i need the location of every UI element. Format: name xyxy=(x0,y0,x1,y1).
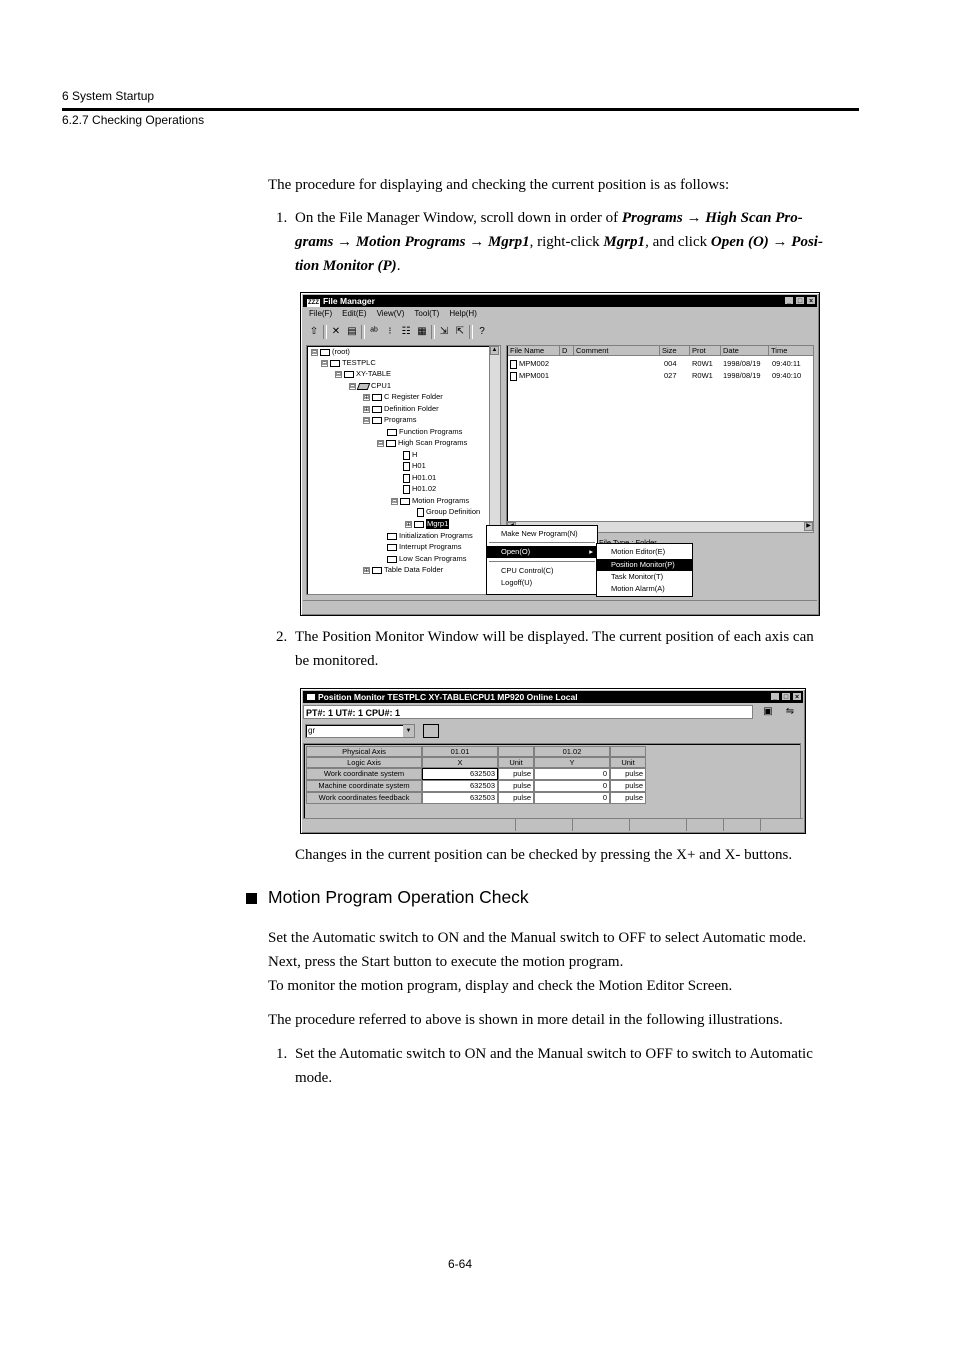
submenu-arrow-icon: ▸ xyxy=(589,547,593,556)
scroll-right-icon[interactable]: ▶ xyxy=(804,522,813,531)
status-pane xyxy=(687,819,724,831)
status-pane xyxy=(303,819,516,831)
small-icons-icon[interactable]: ⁝ xyxy=(388,326,392,337)
tree-label: Low Scan Programs xyxy=(399,554,467,563)
file-date: 1998/08/19 xyxy=(723,371,761,380)
tree-label: Table Data Folder xyxy=(384,565,444,574)
file-time: 09:40:10 xyxy=(772,371,802,380)
y-machine-unit: pulse xyxy=(610,780,646,792)
cpu-icon xyxy=(357,383,371,390)
expand-icon[interactable]: ⊞ xyxy=(364,567,370,574)
axis2-header-blank xyxy=(610,746,646,757)
toolbar-separator xyxy=(361,325,365,339)
row-header-physical-axis: Physical Axis xyxy=(306,746,422,757)
folder-icon xyxy=(387,429,397,436)
para1-line3: To monitor the motion program, display and check the Motion Editor Screen. xyxy=(268,978,733,994)
chevron-down-icon[interactable]: ▼ xyxy=(403,725,414,737)
file-icon xyxy=(510,360,517,369)
logic-x-header: X xyxy=(422,757,498,768)
folder-icon xyxy=(344,371,354,378)
row-header-machine-coordinate: Machine coordinate system xyxy=(306,780,422,792)
collapse-icon[interactable]: ⊟ xyxy=(378,440,384,447)
tree-item-testplc[interactable] xyxy=(321,358,376,368)
folder-icon xyxy=(320,349,330,356)
tree-item-programs[interactable] xyxy=(363,415,417,425)
folder-tree xyxy=(306,345,501,595)
axis1-header-blank xyxy=(498,746,534,757)
position-grid xyxy=(303,743,801,819)
para1-line2: Next, press the Start button to execute the motion program. xyxy=(268,954,624,970)
step1-text: On the File Manager Window, scroll down in order of Programs → High Scan Pro- grams → Motion Programs → Mgrp1, right-click Mgrp1, and click Open (O) → Posi- tion Monitor (P). xyxy=(295,210,823,274)
minimize-icon[interactable]: _ xyxy=(770,692,780,701)
folder-icon xyxy=(372,394,382,401)
tree-label: CPU1 xyxy=(371,381,392,390)
folder-icon xyxy=(387,544,397,551)
tree-item-group-definition[interactable] xyxy=(417,507,480,517)
menu-open[interactable] xyxy=(487,546,597,558)
menu-open-label: Open(O) xyxy=(501,547,531,556)
tree-label: H01.02 xyxy=(412,484,437,493)
app-icon: ZZZ xyxy=(308,300,319,306)
collapse-icon[interactable]: ⊟ xyxy=(350,383,356,390)
menu-motion-editor[interactable]: Motion Editor(E) xyxy=(611,547,666,556)
col-prot[interactable]: Prot xyxy=(690,346,721,356)
folder-icon xyxy=(372,417,382,424)
tree-item-c-register[interactable] xyxy=(363,392,443,402)
group-button[interactable] xyxy=(423,724,439,738)
tree-label: Definition Folder xyxy=(384,404,439,413)
x-work-value[interactable]: 632503 xyxy=(422,768,498,780)
details-icon[interactable]: ▦ xyxy=(417,326,427,337)
file-icon xyxy=(403,485,410,494)
x-feedback-unit: pulse xyxy=(498,792,534,804)
collapse-icon[interactable]: ⊟ xyxy=(336,371,342,378)
tree-item-h[interactable] xyxy=(403,450,417,460)
y-work-value[interactable]: 0 xyxy=(534,768,610,780)
header-rule xyxy=(62,108,859,111)
para1-line1: Set the Automatic switch to ON and the Manual switch to OFF to select Automatic mode. xyxy=(268,930,807,946)
tree-label: Group Definition xyxy=(426,507,481,516)
file-icon xyxy=(403,462,410,471)
x-machine-unit: pulse xyxy=(498,780,534,792)
intro-paragraph: The procedure for displaying and checking the current position is as follows: xyxy=(268,177,730,193)
toolbar-separator xyxy=(431,325,435,339)
tree-label: H01.01 xyxy=(412,473,437,482)
tree-label: Interrupt Programs xyxy=(399,542,462,551)
toolbar-separator xyxy=(323,325,327,339)
tree-item-interrupt[interactable] xyxy=(387,542,462,552)
minimize-icon[interactable]: _ xyxy=(784,296,794,305)
folder-icon xyxy=(387,533,397,540)
tree-label: TESTPLC xyxy=(342,358,376,367)
up-folder-icon[interactable]: ⇧ xyxy=(309,326,319,337)
list-icon[interactable]: ☷ xyxy=(401,326,411,337)
folder-icon xyxy=(414,521,424,528)
folder-icon xyxy=(387,556,397,563)
tree-item-initialization[interactable] xyxy=(387,531,473,541)
step1-number: 1. xyxy=(276,210,288,226)
x-feedback-value[interactable]: 632503 xyxy=(422,792,498,804)
status-bar xyxy=(303,600,817,613)
tree-item-function-programs[interactable] xyxy=(387,427,462,437)
step2-line1: The Position Monitor Window will be displayed. The current position of each axis can xyxy=(295,629,814,645)
step3-line1: Set the Automatic switch to ON and the Manual switch to OFF to switch to Automatic xyxy=(295,1046,813,1062)
close-icon[interactable]: × xyxy=(792,692,802,701)
toolbar-separator xyxy=(469,325,473,339)
section-header: 6.2.7 Checking Operations xyxy=(62,113,205,127)
import-icon[interactable]: ⇲ xyxy=(439,326,449,337)
expand-icon[interactable]: ⊞ xyxy=(406,521,412,528)
tree-label: XY-TABLE xyxy=(356,369,392,378)
position-monitor-titlebar[interactable] xyxy=(303,691,803,703)
tree-item-h01-02[interactable] xyxy=(403,484,436,494)
tree-label-selected: Mgrp1 xyxy=(427,519,449,528)
x-work-unit: pulse xyxy=(498,768,534,780)
step2-number: 2. xyxy=(276,629,288,645)
menu-make-new-program[interactable]: Make New Program(N) xyxy=(501,529,578,538)
menubar xyxy=(303,308,817,320)
menu-edit[interactable]: Edit(E) xyxy=(342,309,367,318)
group-combo-value: gr xyxy=(308,726,316,735)
tree-label: High Scan Programs xyxy=(398,438,468,447)
menu-motion-alarm[interactable]: Motion Alarm(A) xyxy=(611,584,665,593)
open-submenu xyxy=(596,543,693,597)
status-bar xyxy=(303,818,803,831)
export-icon[interactable]: ⇱ xyxy=(455,326,465,337)
chapter-header: 6 System Startup xyxy=(62,89,155,103)
tree-label: Motion Programs xyxy=(412,496,470,505)
collapse-icon[interactable]: ⊟ xyxy=(392,498,398,505)
tree-label: H xyxy=(412,450,418,459)
large-icons-icon[interactable]: ᵃᵇ xyxy=(370,326,378,337)
tree-label: Function Programs xyxy=(399,427,463,436)
col-date[interactable]: Date xyxy=(721,346,769,356)
menu-separator xyxy=(489,561,595,562)
col-comment[interactable]: Comment xyxy=(574,346,660,356)
status-pane xyxy=(516,819,573,831)
maximize-icon[interactable]: □ xyxy=(795,296,805,305)
row-header-work-feedback: Work coordinates feedback xyxy=(306,792,422,804)
menu-cpu-control[interactable]: CPU Control(C) xyxy=(501,566,554,575)
col-d[interactable]: D xyxy=(560,346,574,356)
section-title: Motion Program Operation Check xyxy=(268,887,529,907)
expand-icon[interactable]: ⊞ xyxy=(364,406,370,413)
folder-icon xyxy=(400,498,410,505)
file-size: 004 xyxy=(664,359,677,368)
step3-line2: mode. xyxy=(295,1070,333,1086)
file-manager-titlebar[interactable] xyxy=(303,295,817,307)
col-time[interactable]: Time xyxy=(769,346,814,356)
folder-icon xyxy=(372,406,382,413)
properties-icon[interactable]: ▤ xyxy=(347,326,357,337)
y-feedback-value[interactable]: 0 xyxy=(534,792,610,804)
monitor-icon[interactable]: ▣ xyxy=(763,706,773,717)
menu-logoff[interactable]: Logoff(U) xyxy=(501,578,533,587)
unit-header: Unit xyxy=(610,757,646,768)
folder-icon xyxy=(330,360,340,367)
unit-header: Unit xyxy=(498,757,534,768)
tree-label: Programs xyxy=(384,415,417,424)
file-time: 09:40:11 xyxy=(772,359,801,368)
y-feedback-unit: pulse xyxy=(610,792,646,804)
close-icon[interactable]: × xyxy=(806,296,816,305)
tree-label: H01 xyxy=(412,461,426,470)
file-icon xyxy=(403,474,410,483)
tree-item-table-data[interactable] xyxy=(363,565,443,575)
axis1-header: 01.01 xyxy=(422,746,498,757)
para2: The procedure referred to above is shown in more detail in the following illustrations. xyxy=(268,1012,783,1028)
toolbar xyxy=(303,323,817,341)
tree-item-mgrp1[interactable] xyxy=(405,519,449,529)
help-icon[interactable]: ? xyxy=(479,326,485,337)
tree-item-cpu1[interactable] xyxy=(349,381,391,391)
tree-label: C Register Folder xyxy=(384,392,443,401)
step3-number: 1. xyxy=(276,1046,288,1062)
y-work-unit: pulse xyxy=(610,768,646,780)
file-prot: R0W1 xyxy=(692,371,713,380)
file-name: MPM001 xyxy=(519,371,550,380)
axis2-header: 01.02 xyxy=(534,746,610,757)
menu-task-monitor[interactable]: Task Monitor(T) xyxy=(611,572,664,581)
file-icon xyxy=(403,451,410,460)
window-title: Position Monitor TESTPLC XY-TABLE\CPU1 MP920 Online Local xyxy=(318,692,578,702)
status-pane xyxy=(724,819,761,831)
row-header-work-coordinate: Work coordinate system xyxy=(306,768,422,780)
app-icon xyxy=(307,694,315,700)
tree-item-motion-programs[interactable] xyxy=(391,496,469,506)
tree-label: (root) xyxy=(332,347,350,356)
y-machine-value[interactable]: 0 xyxy=(534,780,610,792)
tree-item-h01-01[interactable] xyxy=(403,473,436,483)
menu-help[interactable]: Help(H) xyxy=(449,309,477,318)
file-icon xyxy=(417,508,424,517)
menu-view[interactable]: View(V) xyxy=(376,309,405,318)
tree-item-h01[interactable] xyxy=(403,461,426,471)
changes-note: Changes in the current position can be checked by pressing the X+ and X- buttons. xyxy=(295,847,793,863)
status-pane xyxy=(630,819,687,831)
col-filename[interactable]: File Name xyxy=(508,346,560,356)
x-machine-value[interactable]: 632503 xyxy=(422,780,498,792)
maximize-icon[interactable]: □ xyxy=(781,692,791,701)
group-combo[interactable] xyxy=(305,724,415,738)
logic-y-header: Y xyxy=(534,757,610,768)
file-date: 1998/08/19 xyxy=(723,359,761,368)
file-icon xyxy=(510,372,517,381)
file-name: MPM002 xyxy=(519,359,550,368)
context-menu xyxy=(486,525,598,595)
window-title: File Manager xyxy=(323,296,375,306)
file-size: 027 xyxy=(664,371,677,380)
row-header-logic-axis: Logic Axis xyxy=(306,757,422,768)
expand-icon[interactable]: ⊞ xyxy=(364,394,370,401)
tree-item-xy-table[interactable] xyxy=(335,369,391,379)
folder-icon xyxy=(386,440,396,447)
status-pane xyxy=(573,819,630,831)
transfer-icon[interactable]: ⇋ xyxy=(785,706,795,717)
tree-item-root[interactable] xyxy=(311,347,350,357)
file-prot: R0W1 xyxy=(692,359,713,368)
position-monitor-window xyxy=(300,688,806,834)
collapse-icon[interactable]: ⊟ xyxy=(322,360,328,367)
tree-label: Initialization Programs xyxy=(399,531,473,540)
menu-tool[interactable]: Tool(T) xyxy=(414,309,440,318)
tree-item-definition[interactable] xyxy=(363,404,439,414)
tree-item-low-scan[interactable] xyxy=(387,554,467,564)
tree-item-high-scan[interactable] xyxy=(377,438,467,448)
page-number: 6-64 xyxy=(448,1257,473,1271)
scroll-up-icon[interactable]: ▲ xyxy=(491,347,498,353)
collapse-icon[interactable]: ⊟ xyxy=(312,349,318,356)
step2-line2: be monitored. xyxy=(295,653,379,669)
file-list xyxy=(506,345,814,533)
folder-icon xyxy=(372,567,382,574)
menu-file[interactable]: File(F) xyxy=(309,309,333,318)
menu-position-monitor[interactable]: Position Monitor(P) xyxy=(597,559,692,571)
col-size[interactable]: Size xyxy=(660,346,690,356)
info-field: PT#: 1 UT#: 1 CPU#: 1 xyxy=(303,705,753,719)
delete-icon[interactable]: ✕ xyxy=(331,326,341,337)
collapse-icon[interactable]: ⊟ xyxy=(364,417,370,424)
section-bullet-icon xyxy=(246,893,257,904)
menu-separator xyxy=(489,542,595,543)
